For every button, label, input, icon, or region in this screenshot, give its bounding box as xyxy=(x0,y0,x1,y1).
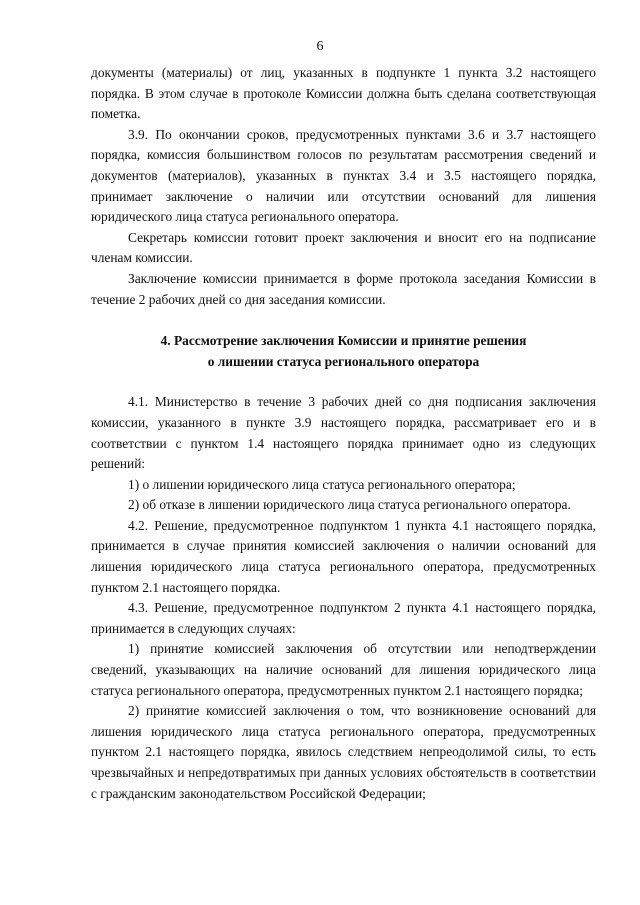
paragraph-4-3: 4.3. Решение, предусмотренное подпунктом 2 пункта 4.1 настоящего порядка, принимается в следующих случаях: xyxy=(91,600,596,636)
paragraph-4-3-item-2: 2) принятие комиссией заключения о том, что возникновение оснований для лишения юридического лица статуса регионального оператора, предусмотренных пунктом 2.1 настоящего порядка, явилось следствием непреодолимой силы, то есть чрезвычайных и непредотвратимых при данных условиях обстоятельств в соответствии с гражданским законодательством Российской Федерации; xyxy=(91,703,596,801)
paragraph-4-1-item-1: 1) о лишении юридического лица статуса регионального оператора; xyxy=(128,476,516,492)
paragraph-4-2: 4.2. Решение, предусмотренное подпунктом 1 пункта 4.1 настоящего порядка, принимается в случае принятия комиссией заключения о наличии оснований для лишения юридического лица статуса регионального оператора, предусмотренных пунктом 2.1 настоящего порядка. xyxy=(91,517,596,595)
page-number: 6 xyxy=(316,39,324,54)
section-4-heading-line-1: 4. Рассмотрение заключения Комиссии и принятие решения xyxy=(160,333,527,349)
paragraph-3-9: 3.9. По окончании сроков, предусмотренных пунктами 3.6 и 3.7 настоящего порядка, комиссия большинством голосов по результатам рассмотрения сведений и документов (материалов), указанных в пунктах 3.4 и 3.5 настоящего порядка, принимает заключение о наличии или отсутствии оснований для лишения юридического лица статуса регионального оператора. xyxy=(91,126,596,225)
paragraph-conclusion: Заключение комиссии принимается в форме протокола заседания Комиссии в течение 2 рабочих дней со дня заседания комиссии. xyxy=(91,270,596,307)
document-body xyxy=(91,63,596,804)
paragraph-4-1-item-2: 2) об отказе в лишении юридического лица статуса регионального оператора. xyxy=(128,497,571,513)
paragraph-continuation: документы (материалы) от лиц, указанных в подпункте 1 пункта 3.2 настоящего порядка. В этом случае в протоколе Комиссии должна быть сделана соответствующая пометка. xyxy=(91,65,596,122)
section-4-heading xyxy=(91,331,596,372)
section-4-heading-line-2: о лишении статуса регионального оператора xyxy=(207,353,480,369)
paragraph-4-3-item-1: 1) принятие комиссией заключения об отсутствии или неподтверждении сведений, указывающих на наличие оснований для лишения юридического лица статуса регионального оператора, предусмотренных пунктом 2.1 настоящего порядка; xyxy=(91,641,596,698)
paragraph-secretary: Секретарь комиссии готовит проект заключения и вносит его на подписание членам комиссии. xyxy=(91,229,596,266)
paragraph-4-1: 4.1. Министерство в течение 3 рабочих дней со дня подписания заключения комиссии, указанного в пункте 3.9 настоящего порядка, рассматривает его и в соответствии с пунктом 1.4 настоящего порядка принимает одно из следующих решений: xyxy=(91,394,596,472)
